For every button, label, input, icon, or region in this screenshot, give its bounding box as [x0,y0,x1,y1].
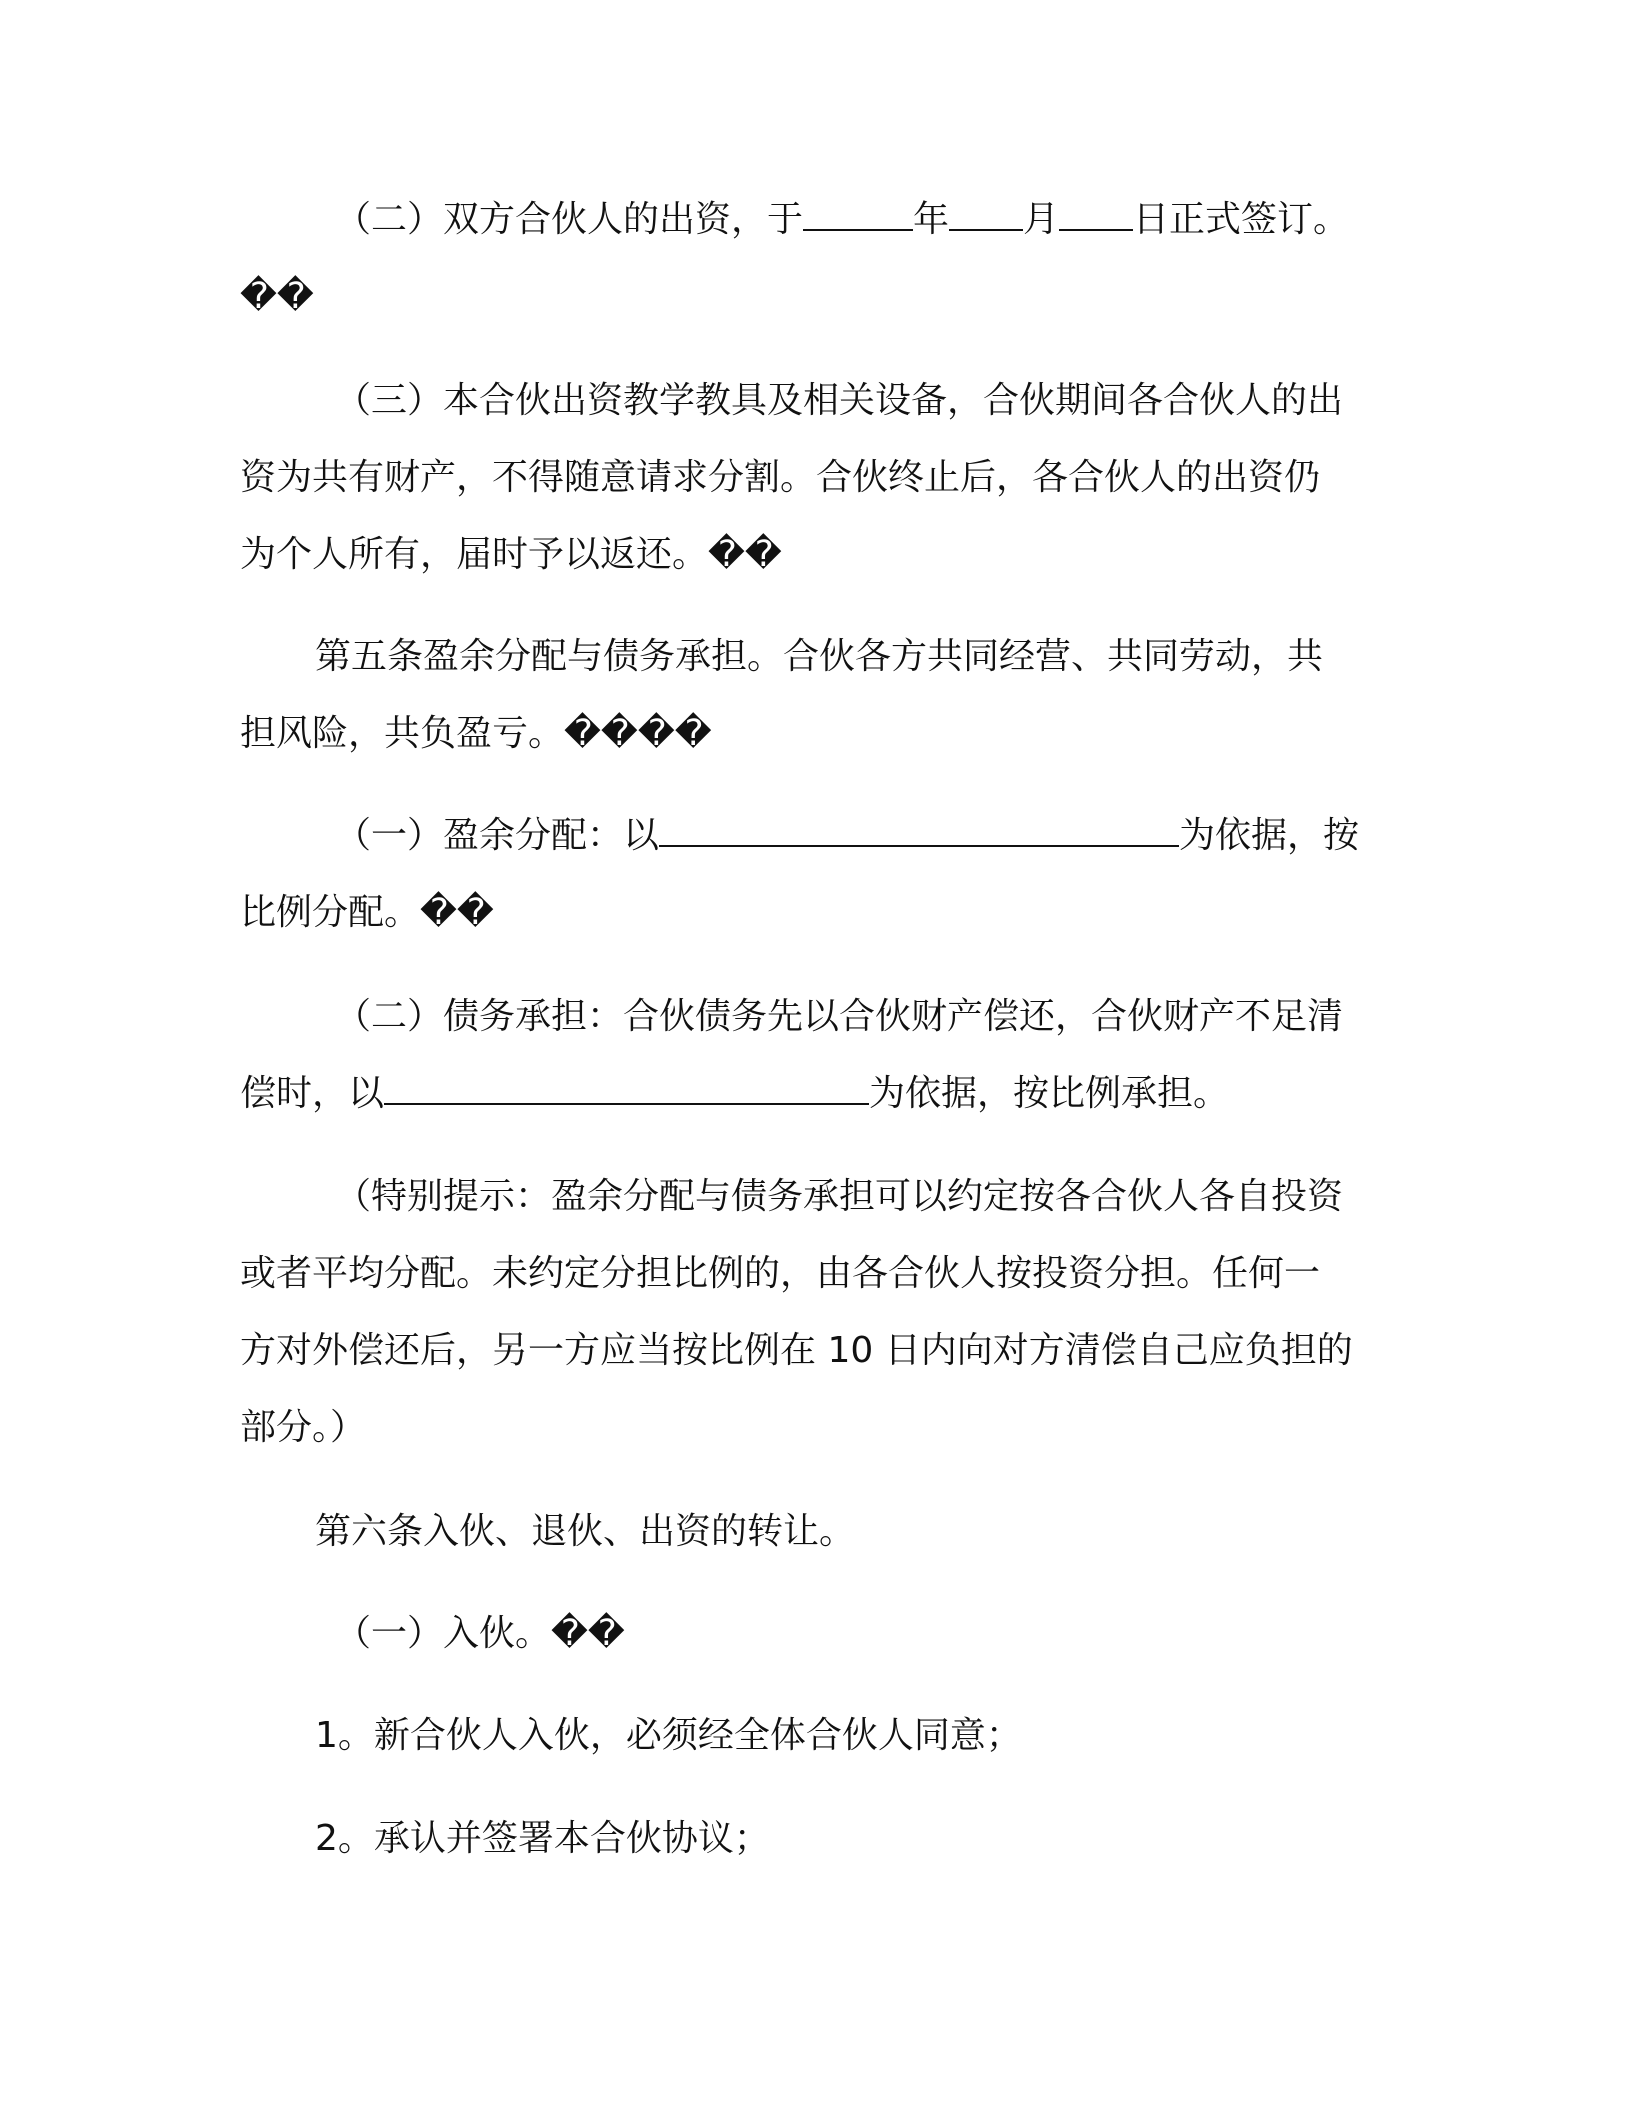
special-note-line-1: （特别提示：盈余分配与债务承担可以约定按各合伙人各自投资 [335,1176,1344,1217]
profit-distribution-text-end: 为依据，按 [1179,815,1360,856]
paragraph-debt-bearing [240,978,1375,1132]
debt-bearing-text-start: 偿时，以 [240,1073,385,1114]
blank-year [803,195,913,231]
special-note-line-3: 方对外偿还后，另一方应当按比例在 10 日内向对方清偿自己应负担的 [240,1330,1353,1371]
year-label: 年 [913,199,950,240]
common-property-line-2: 资为共有财产，不得随意请求分割。合伙终止后，各合伙人的出资仍 [240,457,1321,498]
special-note-line-2: 或者平均分配。未约定分担比例的，由各合伙人按投资分担。任何一 [240,1253,1321,1294]
debt-bearing-text-end: 为依据，按比例承担。 [869,1073,1230,1114]
paragraph-contribution-date [240,181,1375,335]
paragraph-profit-distribution [240,797,1375,951]
paragraph-common-property [240,362,1375,593]
contribution-date-text-start: （二）双方合伙人的出资，于 [335,199,804,240]
paragraph-article-5 [240,618,1375,772]
month-label: 月 [1023,199,1060,240]
common-property-line-3: 为个人所有，届时予以返还。�� [240,534,782,575]
paragraph-admission [240,1595,1375,1672]
article-5-line-1: 第五条盈余分配与债务承担。合伙各方共同经营、共同劳动，共 [315,636,1324,677]
blank-month [949,195,1023,231]
article-6-heading: 第六条入伙、退伙、出资的转让。 [315,1511,856,1552]
special-note-line-4: 部分。） [240,1407,367,1448]
paragraph-item-2 [240,1800,1375,1877]
item-2-text: 2。承认并签署本合伙协议； [315,1818,770,1859]
article-5-line-2: 担风险，共负盈亏。���� [240,713,712,754]
common-property-line-1: （三）本合伙出资教学教具及相关设备，合伙期间各合伙人的出 [335,380,1344,421]
blank-day [1059,195,1133,231]
paragraph-special-note [240,1158,1375,1466]
paragraph-item-1 [240,1697,1375,1774]
item-1-text: 1。新合伙人入伙，必须经全体合伙人同意； [315,1715,1022,1756]
debt-bearing-line-1: （二）债务承担：合伙债务先以合伙财产偿还，合伙财产不足清 [335,996,1344,1037]
paragraph-article-6 [240,1493,1375,1570]
admission-heading: （一）入伙。�� [335,1613,625,1654]
contribution-date-text-end: 日正式签订。 [1133,199,1350,240]
profit-distribution-line-2: 比例分配。�� [240,892,494,933]
blank-profit-basis [659,811,1179,847]
blank-debt-basis [384,1069,869,1105]
profit-distribution-text-start: （一）盈余分配：以 [335,815,660,856]
replacement-glyphs: �� [240,276,314,317]
